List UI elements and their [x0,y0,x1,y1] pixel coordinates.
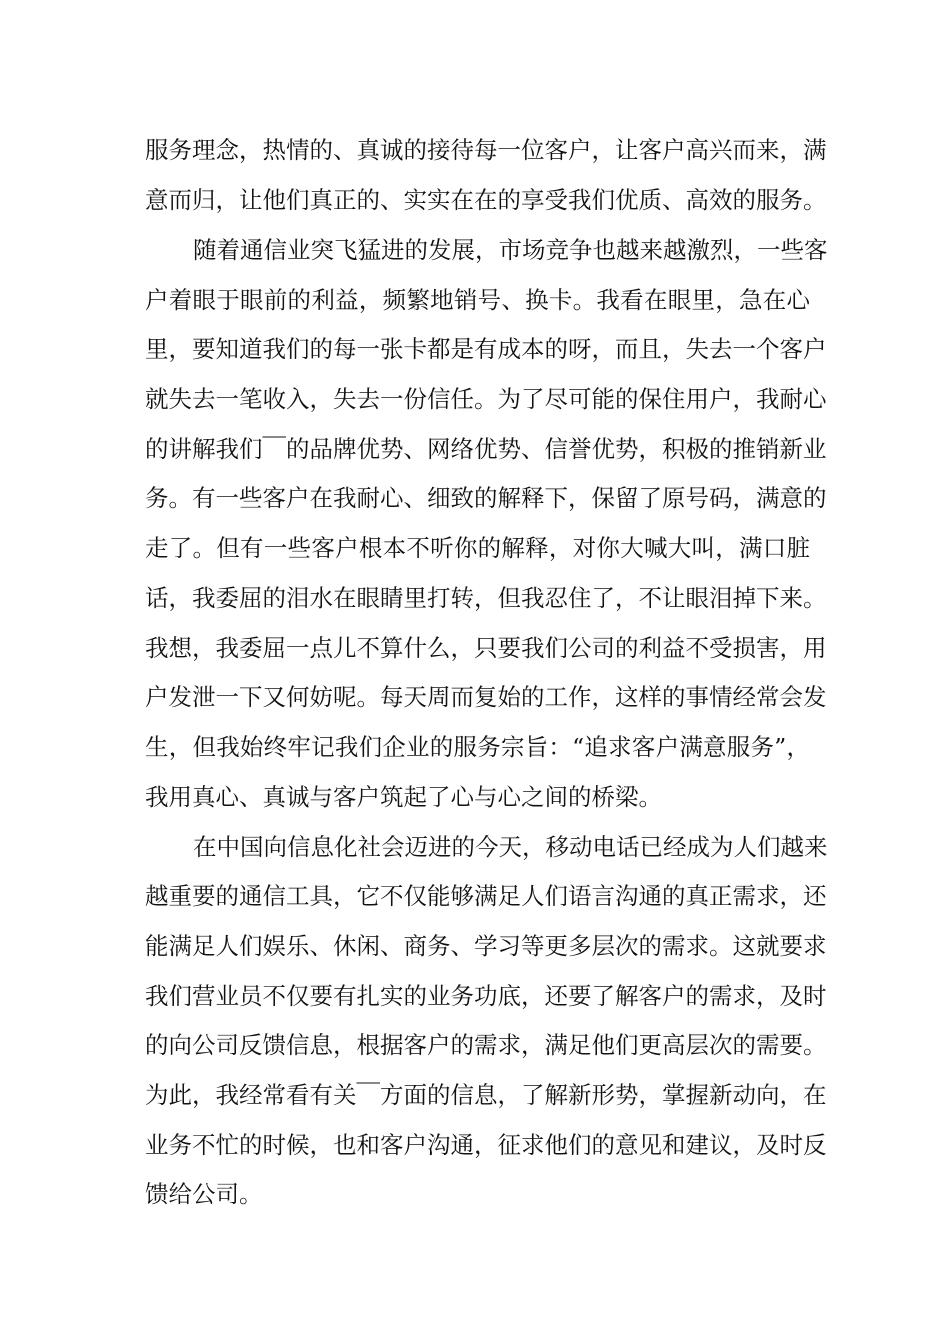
paragraph-3-line-7: 业务不忙的时候，也和客户沟通，征求他们的意见和建议，及时反 [145,1131,827,1159]
paragraph-3-line-2: 越重要的通信工具，它不仅能够满足人们语言沟通的真正需求，还 [145,882,827,910]
paragraph-3-line-5: 的向公司反馈信息，根据客户的需求，满足他们更高层次的需要。 [145,1031,827,1059]
paragraph-2-line-6: 务。有一些客户在我耐心、细致的解释下，保留了原号码，满意的 [145,484,827,512]
paragraph-2-line-5: 的讲解我们￣的品牌优势、网络优势、信誉优势，积极的推销新业 [145,435,827,463]
paragraph-2-line-3: 里，要知道我们的每一张卡都是有成本的呀，而且，失去一个客户 [145,335,827,363]
paragraph-2-line-11: 生，但我始终牢记我们企业的服务宗旨：“追求客户满意服务”， [145,733,810,761]
paragraph-2-line-9: 我想，我委屈一点儿不算什么，只要我们公司的利益不受损害，用 [145,634,827,662]
paragraph-3-line-4: 我们营业员不仅要有扎实的业务功底，还要了解客户的需求，及时 [145,982,827,1010]
paragraph-3-line-1: 在中国向信息化社会迈进的今天，移动电话已经成为人们越来 [193,833,828,861]
paragraph-3-line-6: 为此，我经常看有关￣方面的信息，了解新形势，掌握新动向，在 [145,1081,827,1109]
paragraph-2-line-4: 就失去一笔收入，失去一份信任。为了尽可能的保住用户，我耐心 [145,385,827,413]
paragraph-1-line-2: 意而归，让他们真正的、实实在在的享受我们优质、高效的服务。 [145,186,827,214]
paragraph-2-line-2: 户着眼于眼前的利益，频繁地销号、换卡。我看在眼里，急在心 [145,286,810,314]
paragraph-2-line-1: 随着通信业突飞猛进的发展，市场竞争也越来越激烈，一些客 [193,236,828,264]
paragraph-3-line-8: 馈给公司。 [145,1180,263,1208]
paragraph-2-line-8: 话，我委屈的泪水在眼睛里打转，但我忍住了，不让眼泪掉下来。 [145,584,827,612]
paragraph-1-line-1: 服务理念，热情的、真诚的接待每一位客户，让客户高兴而来，满 [145,136,827,164]
paragraph-2-line-12: 我用真心、真诚与客户筑起了心与心之间的桥梁。 [145,783,662,811]
paragraph-2-line-10: 户发泄一下又何妨呢。每天周而复始的工作，这样的事情经常会发 [145,683,827,711]
paragraph-3-line-3: 能满足人们娱乐、休闲、商务、学习等更多层次的需求。这就要求 [145,932,827,960]
paragraph-2-line-7: 走了。但有一些客户根本不听你的解释，对你大喊大叫，满口脏 [145,534,810,562]
